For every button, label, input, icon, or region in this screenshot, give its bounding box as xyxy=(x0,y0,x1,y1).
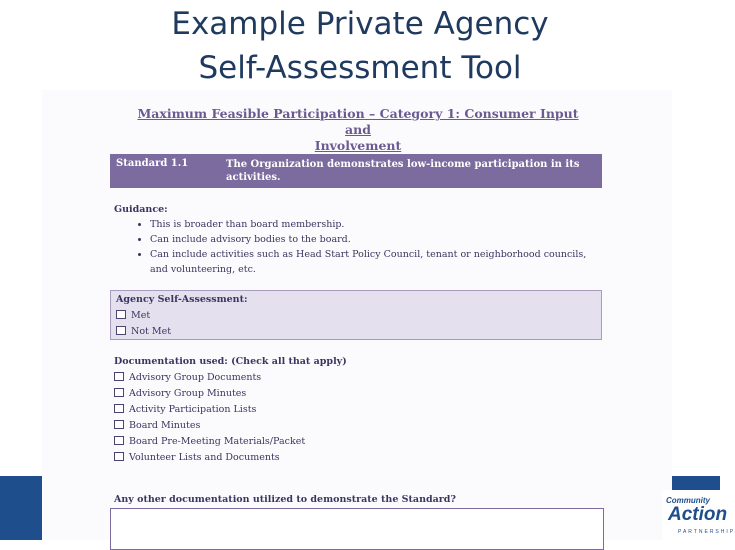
other-documentation-input[interactable] xyxy=(110,508,604,550)
documentation-checkbox[interactable] xyxy=(114,372,124,381)
documentation-option-label: Board Minutes xyxy=(129,420,201,431)
documentation-checkbox[interactable] xyxy=(114,420,124,429)
guidance-item: • This is broader than board membership. xyxy=(150,217,594,232)
documentation-option[interactable] xyxy=(114,450,584,466)
documentation-option[interactable] xyxy=(114,418,584,434)
community-action-logo xyxy=(662,490,735,540)
guidance-item: • Can include activities such as Head Start Policy Council, tenant or neighborhood councils, and volunteering, etc. xyxy=(150,247,594,277)
standard-number: Standard 1.1 xyxy=(116,158,189,169)
document-header-line-2: Involvement xyxy=(314,138,402,153)
self-assessment-box xyxy=(110,290,602,340)
logo-text-bottom: PARTNERSHIP xyxy=(678,529,735,535)
documentation-option[interactable] xyxy=(114,434,584,450)
standard-box xyxy=(110,154,602,188)
documentation-option-label: Volunteer Lists and Documents xyxy=(129,452,280,463)
documentation-checkbox[interactable] xyxy=(114,452,124,461)
met-checkbox[interactable] xyxy=(116,310,126,319)
documentation-checkbox[interactable] xyxy=(114,404,124,413)
assessment-document xyxy=(42,90,672,540)
documentation-label: Documentation used: (Check all that apply) xyxy=(114,356,347,367)
documentation-option-label: Activity Participation Lists xyxy=(129,404,257,415)
slide-title-line-1: Example Private Agency xyxy=(171,6,549,42)
slide-title xyxy=(0,2,720,90)
documentation-option[interactable] xyxy=(114,370,584,386)
other-documentation-question: Any other documentation utilized to demonstrate the Standard? xyxy=(114,494,456,505)
not-met-label: Not Met xyxy=(131,326,172,337)
not-met-option[interactable] xyxy=(116,324,248,340)
slide-title-line-2: Self-Assessment Tool xyxy=(198,50,522,86)
documentation-checkbox[interactable] xyxy=(114,388,124,397)
guidance-item: • Can include advisory bodies to the board. xyxy=(150,232,594,247)
documentation-option-label: Advisory Group Documents xyxy=(129,372,262,383)
guidance-section xyxy=(114,202,594,277)
not-met-checkbox[interactable] xyxy=(116,326,126,335)
document-header-line-1: Maximum Feasible Participation – Category 1: Consumer Input and xyxy=(137,106,579,137)
logo-text-top: Community xyxy=(666,496,710,505)
document-header xyxy=(132,106,584,154)
documentation-section xyxy=(114,354,584,466)
standard-text: The Organization demonstrates low-income participation in its activities. xyxy=(226,159,580,183)
documentation-option[interactable] xyxy=(114,402,584,418)
met-label: Met xyxy=(131,310,151,321)
met-option[interactable] xyxy=(116,308,248,324)
documentation-option[interactable] xyxy=(114,386,584,402)
guidance-label: Guidance: xyxy=(114,204,168,215)
logo-text-middle: Action xyxy=(668,504,728,525)
guidance-list xyxy=(114,217,594,277)
documentation-checkbox[interactable] xyxy=(114,436,124,445)
documentation-option-label: Board Pre-Meeting Materials/Packet xyxy=(129,436,306,447)
documentation-option-label: Advisory Group Minutes xyxy=(129,388,247,399)
self-assessment-label: Agency Self-Assessment: xyxy=(116,294,248,305)
